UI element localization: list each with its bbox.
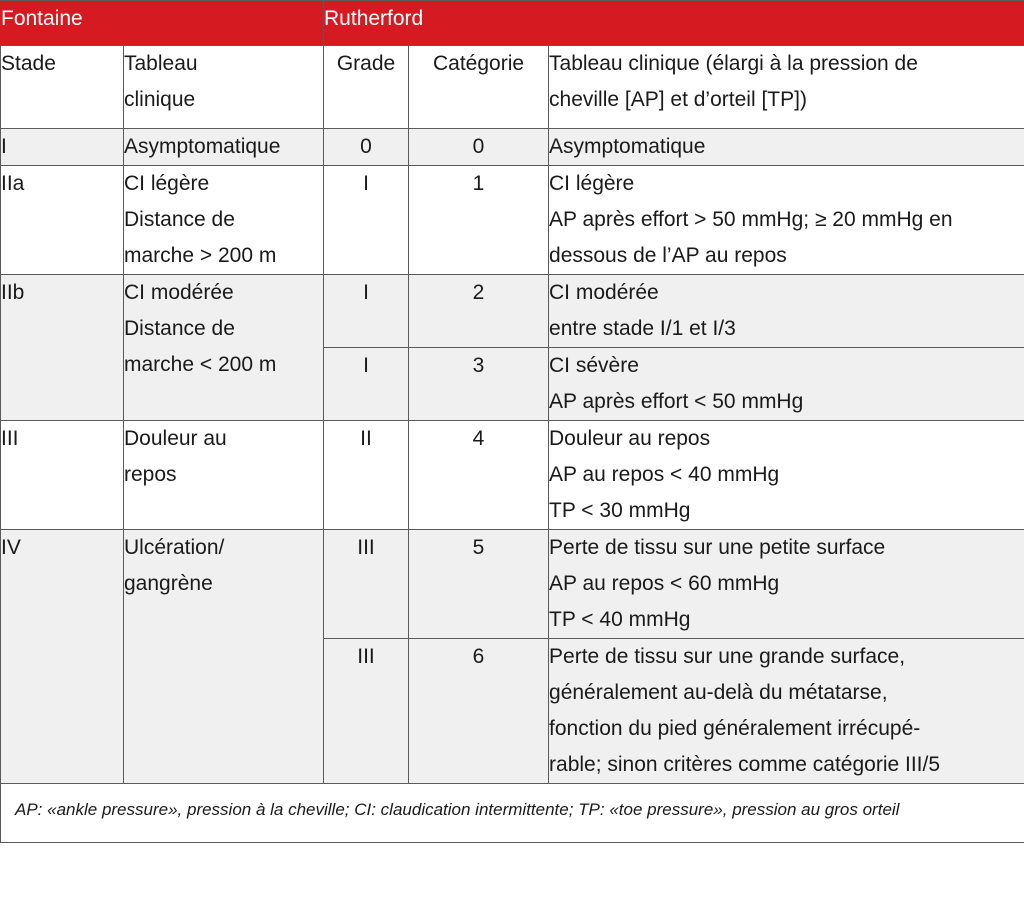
fontaine-clinique-cell — [124, 530, 324, 784]
categorie-cell: 5 — [409, 530, 549, 639]
fontaine-clinique-cell-line: CI légère — [124, 172, 210, 195]
grade-cell: I — [324, 348, 409, 421]
col-header-tableau-elargi — [549, 46, 1024, 129]
rutherford-clinique-cell-line: CI légère — [549, 172, 635, 195]
fontaine-clinique-cell — [124, 166, 324, 275]
grade-cell: I — [324, 275, 409, 348]
grade-cell: I — [324, 166, 409, 275]
table-body — [1, 129, 1024, 784]
fontaine-clinique-cell-line: Distance de — [124, 208, 235, 231]
rutherford-clinique-cell-line: Asymptomatique — [549, 135, 706, 158]
table-row — [1, 421, 1024, 530]
rutherford-clinique-cell — [549, 348, 1024, 421]
rutherford-clinique-cell-line: Perte de tissu sur une grande surface, — [549, 645, 906, 668]
col-header-categorie: Catégorie — [409, 46, 549, 129]
stade-cell: IIb — [1, 275, 124, 421]
rutherford-clinique-cell-line: généralement au-delà du métatarse, — [549, 681, 888, 704]
categorie-cell: 0 — [409, 129, 549, 166]
rutherford-group-header: Rutherford — [324, 1, 1024, 46]
fontaine-clinique-cell-line: marche < 200 m — [124, 353, 277, 376]
grade-cell: III — [324, 639, 409, 784]
categorie-cell: 2 — [409, 275, 549, 348]
table-row — [1, 530, 1024, 639]
fontaine-clinique-cell — [124, 275, 324, 421]
rutherford-clinique-cell-line: Douleur au repos — [549, 427, 711, 450]
categorie-cell: 1 — [409, 166, 549, 275]
rutherford-clinique-cell-line: entre stade I/1 et I/3 — [549, 317, 736, 340]
categorie-cell: 3 — [409, 348, 549, 421]
grade-cell: III — [324, 530, 409, 639]
group-header-row — [1, 1, 1024, 46]
stade-cell: I — [1, 129, 124, 166]
rutherford-clinique-cell-line: CI sévère — [549, 354, 639, 377]
col-header-elargi-line-2: cheville [AP] et d’orteil [TP]) — [549, 88, 807, 111]
fontaine-clinique-cell-line: Asymptomatique — [124, 135, 281, 158]
rutherford-clinique-cell — [549, 275, 1024, 348]
rutherford-clinique-cell-line: Perte de tissu sur une petite surface — [549, 536, 886, 559]
col-header-tableau-clinique — [124, 46, 324, 129]
fontaine-clinique-cell-line: Distance de — [124, 317, 235, 340]
table-row — [1, 166, 1024, 275]
rutherford-clinique-cell-line: TP < 30 mmHg — [549, 499, 691, 522]
rutherford-clinique-cell-line: TP < 40 mmHg — [549, 608, 691, 631]
col-header-elargi-line-1: Tableau clinique (élargi à la pression de — [549, 52, 918, 75]
rutherford-clinique-cell — [549, 129, 1024, 166]
fontaine-clinique-cell-line: CI modérée — [124, 281, 234, 304]
rutherford-clinique-cell — [549, 530, 1024, 639]
grade-cell: 0 — [324, 129, 409, 166]
rutherford-clinique-cell-line: AP après effort > 50 mmHg; ≥ 20 mmHg en — [549, 208, 953, 231]
col-header-tableau-line-1: Tableau — [124, 52, 198, 75]
stade-cell: IIa — [1, 166, 124, 275]
col-header-stade: Stade — [1, 46, 124, 129]
rutherford-clinique-cell — [549, 166, 1024, 275]
column-header-row — [1, 46, 1024, 129]
rutherford-clinique-cell-line: fonction du pied généralement irrécupé- — [549, 717, 921, 740]
table-row — [1, 275, 1024, 348]
fontaine-clinique-cell-line: Ulcération/ — [124, 536, 225, 559]
rutherford-clinique-cell-line: CI modérée — [549, 281, 659, 304]
stade-cell: III — [1, 421, 124, 530]
rutherford-clinique-cell-line: AP après effort < 50 mmHg — [549, 390, 804, 413]
categorie-cell: 6 — [409, 639, 549, 784]
footnote-row — [1, 784, 1024, 843]
rutherford-clinique-cell-line: dessous de l’AP au repos — [549, 244, 787, 267]
categorie-cell: 4 — [409, 421, 549, 530]
rutherford-clinique-cell — [549, 421, 1024, 530]
rutherford-clinique-cell-line: AP au repos < 60 mmHg — [549, 572, 780, 595]
fontaine-clinique-cell-line: Douleur au — [124, 427, 227, 450]
stade-cell: IV — [1, 530, 124, 784]
rutherford-clinique-cell-line: rable; sinon critères comme catégorie III/5 — [549, 753, 941, 776]
fontaine-clinique-cell — [124, 421, 324, 530]
fontaine-clinique-cell-line: gangrène — [124, 572, 213, 595]
fontaine-clinique-cell — [124, 129, 324, 166]
fontaine-clinique-cell-line: repos — [124, 463, 177, 486]
rutherford-clinique-cell-line: AP au repos < 40 mmHg — [549, 463, 780, 486]
col-header-tableau-line-2: clinique — [124, 88, 196, 111]
table-row — [1, 129, 1024, 166]
fontaine-clinique-cell-line: marche > 200 m — [124, 244, 277, 267]
grade-cell: II — [324, 421, 409, 530]
rutherford-clinique-cell — [549, 639, 1024, 784]
footnote: AP: «ankle pressure», pression à la cheville; CI: claudication intermittente; TP: «toe pressure», pression au gros orteil — [1, 784, 1024, 843]
col-header-grade: Grade — [324, 46, 409, 129]
fontaine-group-header: Fontaine — [1, 1, 324, 46]
